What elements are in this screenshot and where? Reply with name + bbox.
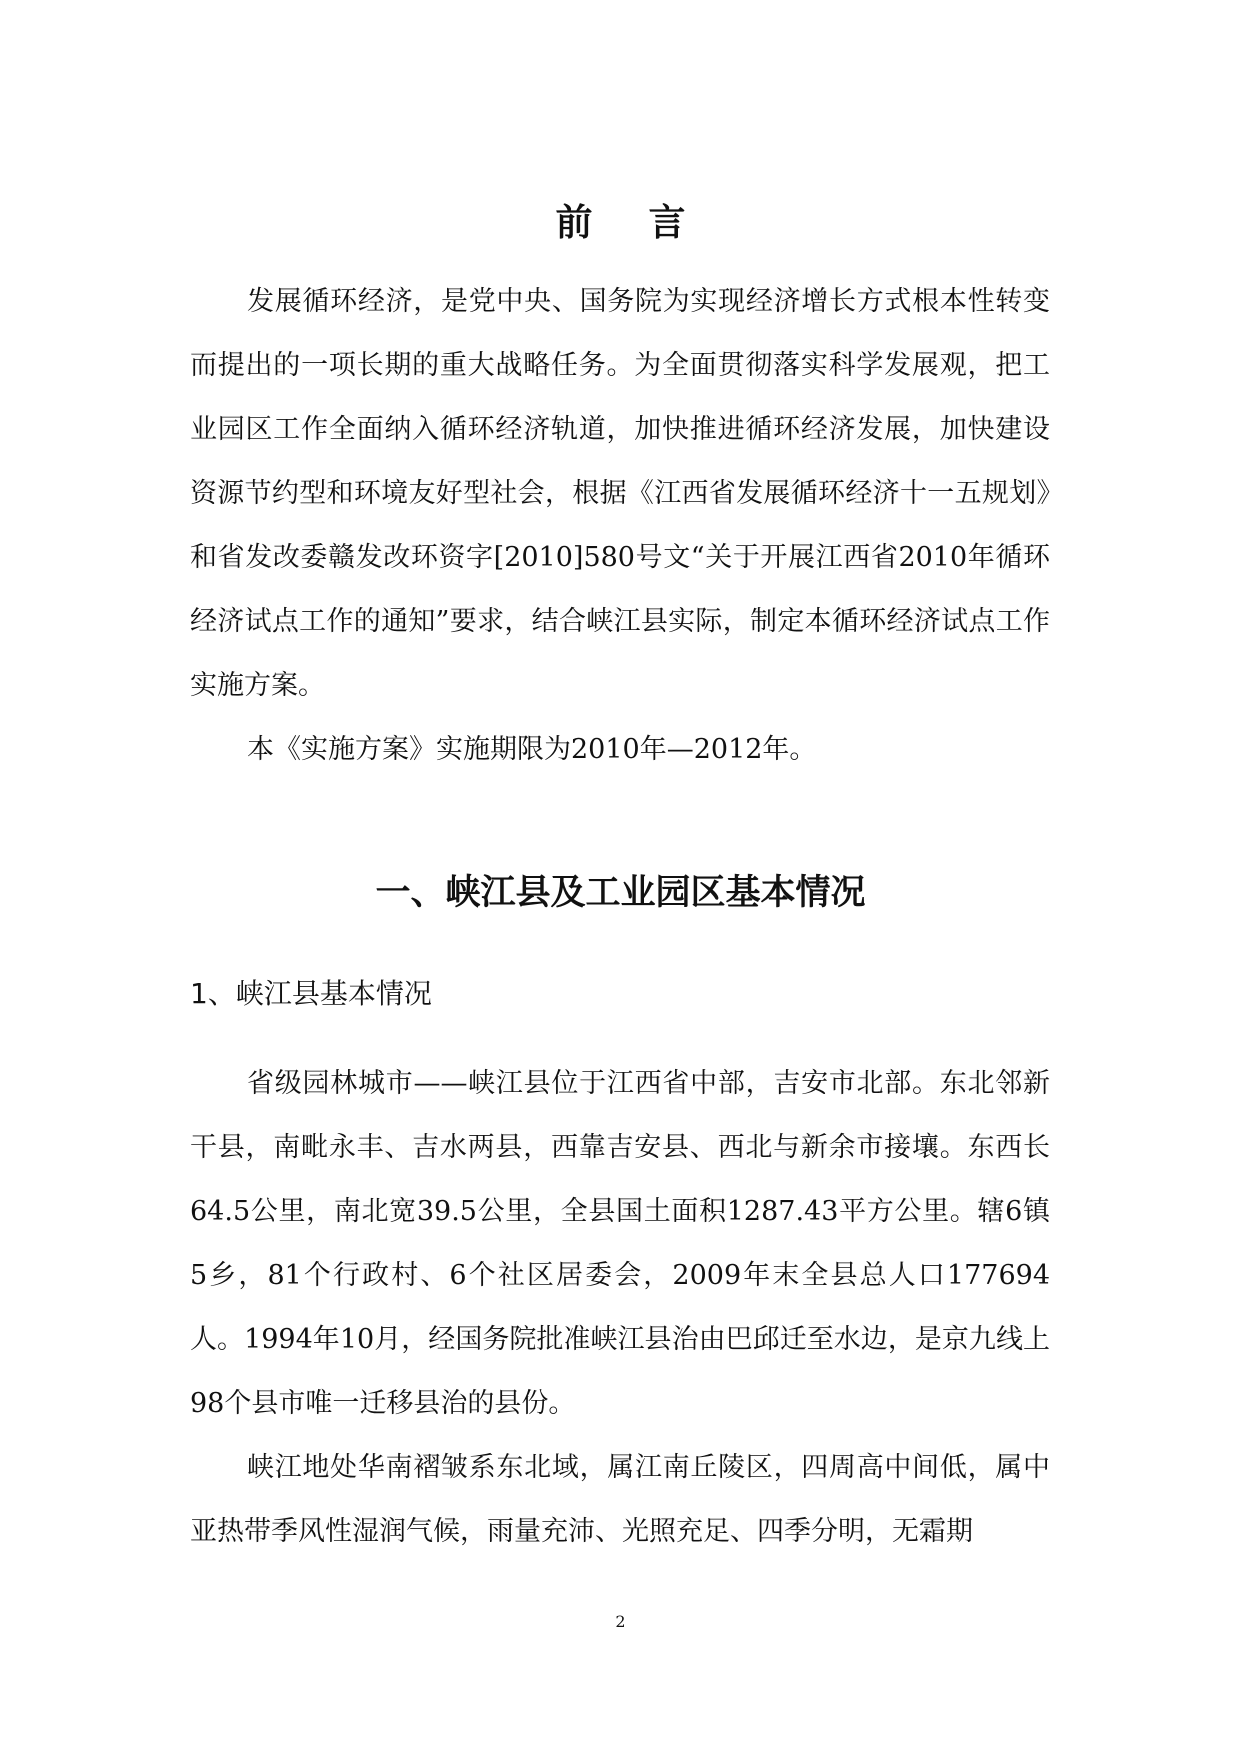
page-title [0,198,1241,248]
title-part-2: 言 [648,201,686,244]
title-part-1: 前 [555,201,593,244]
intro-paragraph-2: 本《实施方案》实施期限为2010年—2012年。 [247,734,817,765]
body-section [190,1052,1050,1564]
page-number: 2 [615,1612,626,1631]
subsection-heading: 1、峡江县基本情况 [190,977,432,1010]
intro-section [190,270,1050,782]
intro-paragraph-1: 发展循环经济，是党中央、国务院为实现经济增长方式根本性转变而提出的一项长期的重大战略任务。为全面贯彻落实科学发展观，把工业园区工作全面纳入循环经济轨道，加快推进循环经济发展，加快建设资源节约型和环境友好型社会，根据《江西省发展循环经济十一五规划》和省发改委赣发改环资字[2010]580号文“关于开展江西省2010年循环经济试点工作的通知”要求，结合峡江县实际，制定本循环经济试点工作实施方案。 [190,286,1050,701]
body-paragraph-2: 峡江地处华南褶皱系东北域，属江南丘陵区，四周高中间低，属中亚热带季风性湿润气候，雨量充沛、光照充足、四季分明，无霜期 [190,1452,1050,1547]
section-heading: 一、峡江县及工业园区基本情况 [375,873,866,913]
body-paragraph-1: 省级园林城市——峡江县位于江西省中部，吉安市北部。东北邻新干县，南毗永丰、吉水两县，西靠吉安县、西北与新余市接壤。东西长64.5公里，南北宽39.5公里，全县国土面积1287.43平方公里。辖6镇5乡，81个行政村、6个社区居委会，2009年末全县总人口177694人。1994年10月，经国务院批准峡江县治由巴邱迁至水边，是京九线上98个县市唯一迁移县治的县份。 [190,1068,1050,1419]
